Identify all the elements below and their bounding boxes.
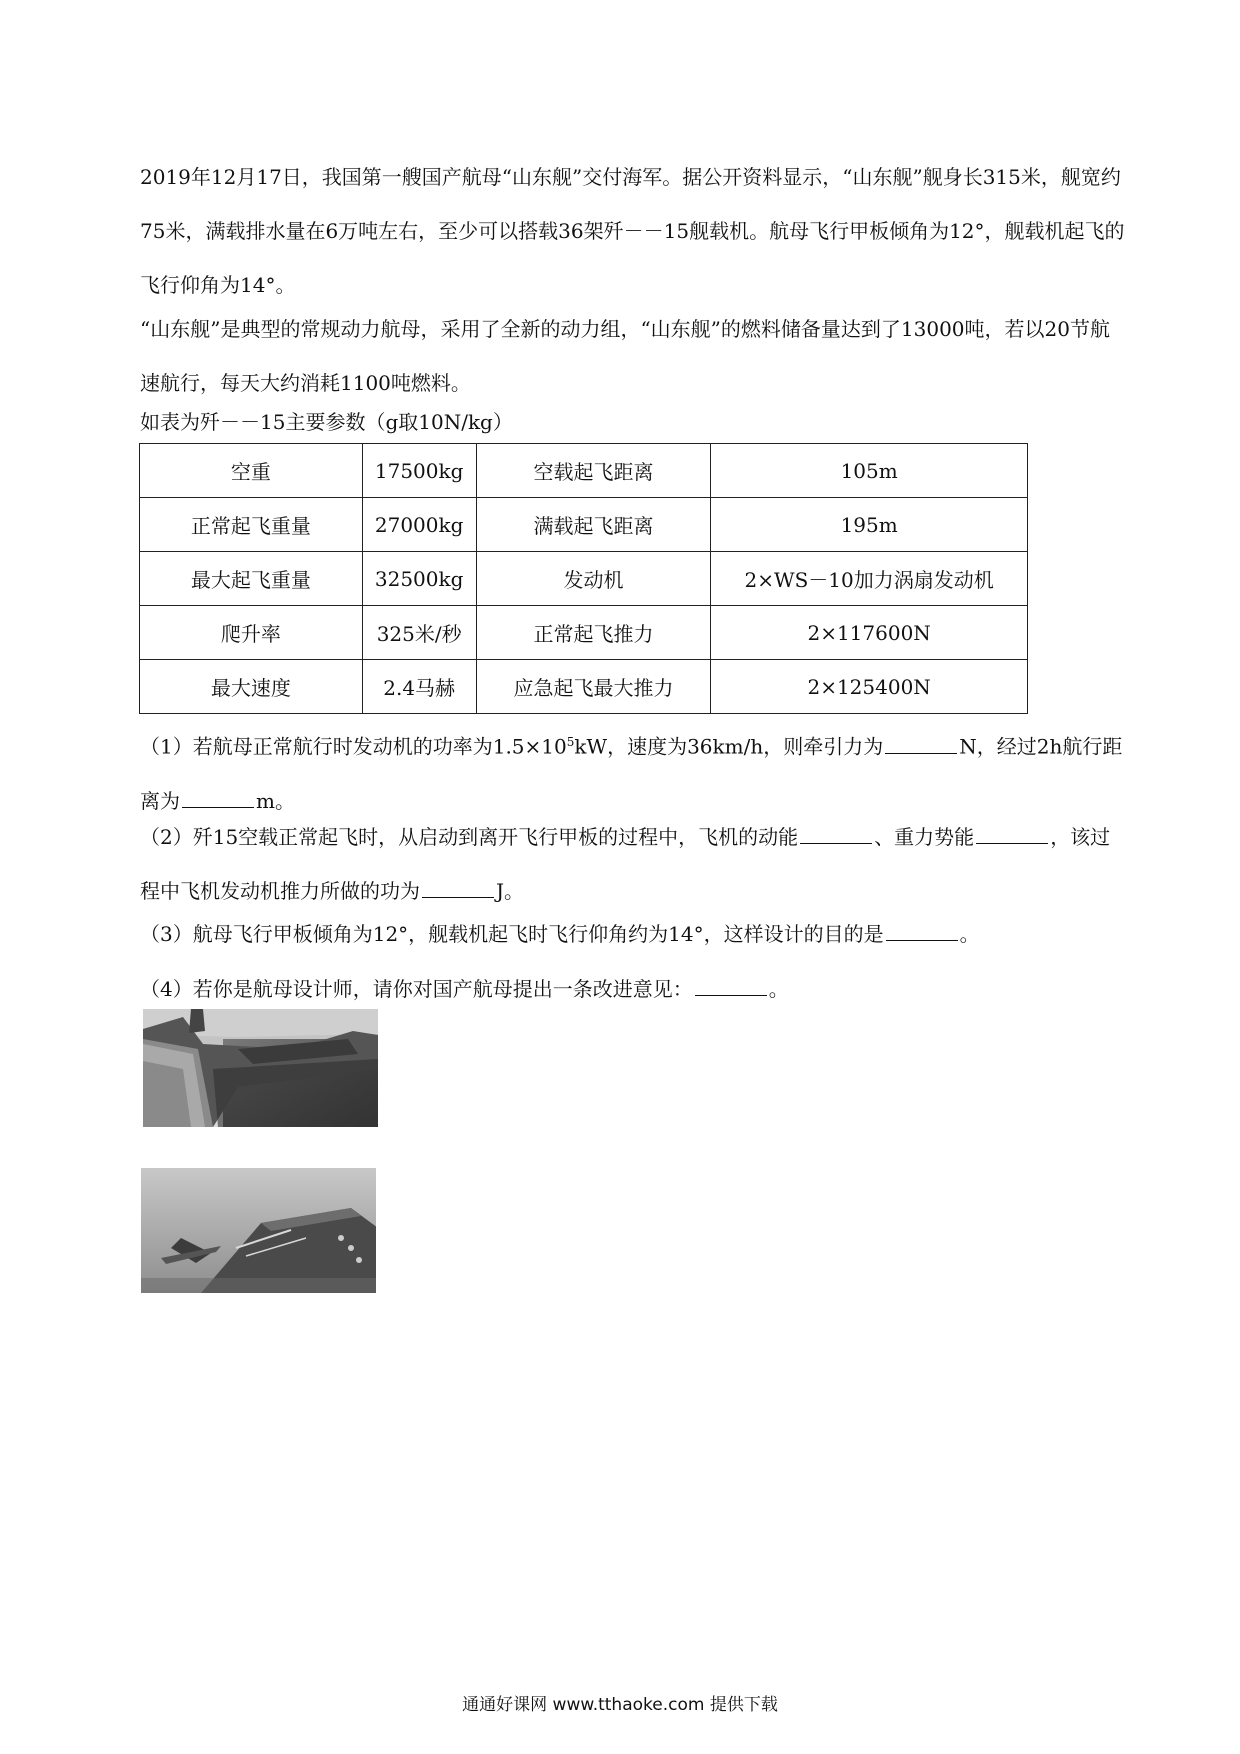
table-cell: 爬升率 — [140, 606, 363, 660]
table-caption: 如表为歼－－15主要参数（g取10N/kg） — [140, 410, 513, 434]
carrier-bow-image — [143, 1009, 378, 1127]
table-cell: 17500kg — [362, 444, 476, 498]
table-cell: 32500kg — [362, 552, 476, 606]
exponent: 5 — [566, 735, 575, 749]
table-row — [140, 552, 1028, 606]
fuel-paragraph: “山东舰”是典型的常规动力航母，采用了全新的动力组，“山东舰”的燃料储备量达到了13000吨，若以20节航速航行，每天大约消耗1100吨燃料。 — [140, 317, 1110, 395]
table-row — [140, 606, 1028, 660]
question-2-text: （2）歼15空载正常起飞时，从启动到离开飞行甲板的过程中，飞机的动能 — [140, 825, 799, 849]
j15-parameter-table — [139, 443, 1028, 714]
table-cell: 325米/秒 — [362, 606, 476, 660]
question-4-text: （4）若你是航母设计师，请你对国产航母提出一条改进意见： — [140, 977, 693, 1001]
answer-blank[interactable] — [182, 806, 254, 808]
question-2 — [140, 810, 1125, 918]
table-cell: 2.4马赫 — [362, 660, 476, 714]
question-1-text: kW，速度为36km/h，则牵引力为 — [574, 734, 884, 759]
question-1-text: N，经过2h航行距离为 — [140, 734, 1123, 813]
question-3-text: （3）航母飞行甲板倾角为12°，舰载机起飞时飞行仰角约为14°，这样设计的目的是 — [140, 922, 884, 946]
table-cell: 应急起飞最大推力 — [476, 660, 711, 714]
table-row — [140, 660, 1028, 714]
question-2-text: ，该过程中飞机发动机推力所做的功为 — [140, 825, 1111, 903]
carrier-deck-photo — [141, 1168, 376, 1293]
table-cell: 最大起飞重量 — [140, 552, 363, 606]
table-cell: 2×125400N — [711, 660, 1028, 714]
table-cell: 27000kg — [362, 498, 476, 552]
table-cell: 发动机 — [476, 552, 711, 606]
question-2-text: J。 — [496, 879, 525, 903]
answer-blank[interactable] — [885, 752, 957, 754]
question-1-text: （1）若航母正常航行时发动机的功率为1.5×10 — [140, 734, 567, 759]
table-cell: 2×117600N — [711, 606, 1028, 660]
question-3 — [140, 907, 1125, 961]
table-cell: 空重 — [140, 444, 363, 498]
table-row — [140, 444, 1028, 498]
question-4 — [140, 962, 1125, 1016]
answer-blank[interactable] — [695, 994, 767, 996]
footer-watermark: 通通好课网 www.tthaoke.com 提供下载 — [462, 1695, 778, 1715]
table-row — [140, 498, 1028, 552]
table-cell: 正常起飞重量 — [140, 498, 363, 552]
question-1-text: m。 — [256, 788, 295, 813]
answer-blank[interactable] — [800, 842, 872, 844]
carrier-bow-photo — [143, 1009, 378, 1127]
table-cell: 空载起飞距离 — [476, 444, 711, 498]
question-3-text: 。 — [959, 922, 980, 946]
question-2-text: 、重力势能 — [874, 825, 975, 849]
answer-blank[interactable] — [886, 939, 958, 941]
answer-blank[interactable] — [976, 842, 1048, 844]
table-cell: 105m — [711, 444, 1028, 498]
table-cell: 2×WS－10加力涡扇发动机 — [711, 552, 1028, 606]
answer-blank[interactable] — [422, 896, 494, 898]
question-4-text: 。 — [768, 977, 789, 1001]
table-cell: 满载起飞距离 — [476, 498, 711, 552]
table-cell: 195m — [711, 498, 1028, 552]
carrier-deck-image — [141, 1168, 376, 1293]
table-cell: 正常起飞推力 — [476, 606, 711, 660]
table-cell: 最大速度 — [140, 660, 363, 714]
intro-paragraph: 2019年12月17日，我国第一艘国产航母“山东舰”交付海军。据公开资料显示，“山东舰”舰身长315米，舰宽约75米，满载排水量在6万吨左右，至少可以搭载36架歼－－15舰载机。航母飞行甲板倾角为12°，舰载机起飞的飞行仰角为14°。 — [140, 165, 1125, 297]
